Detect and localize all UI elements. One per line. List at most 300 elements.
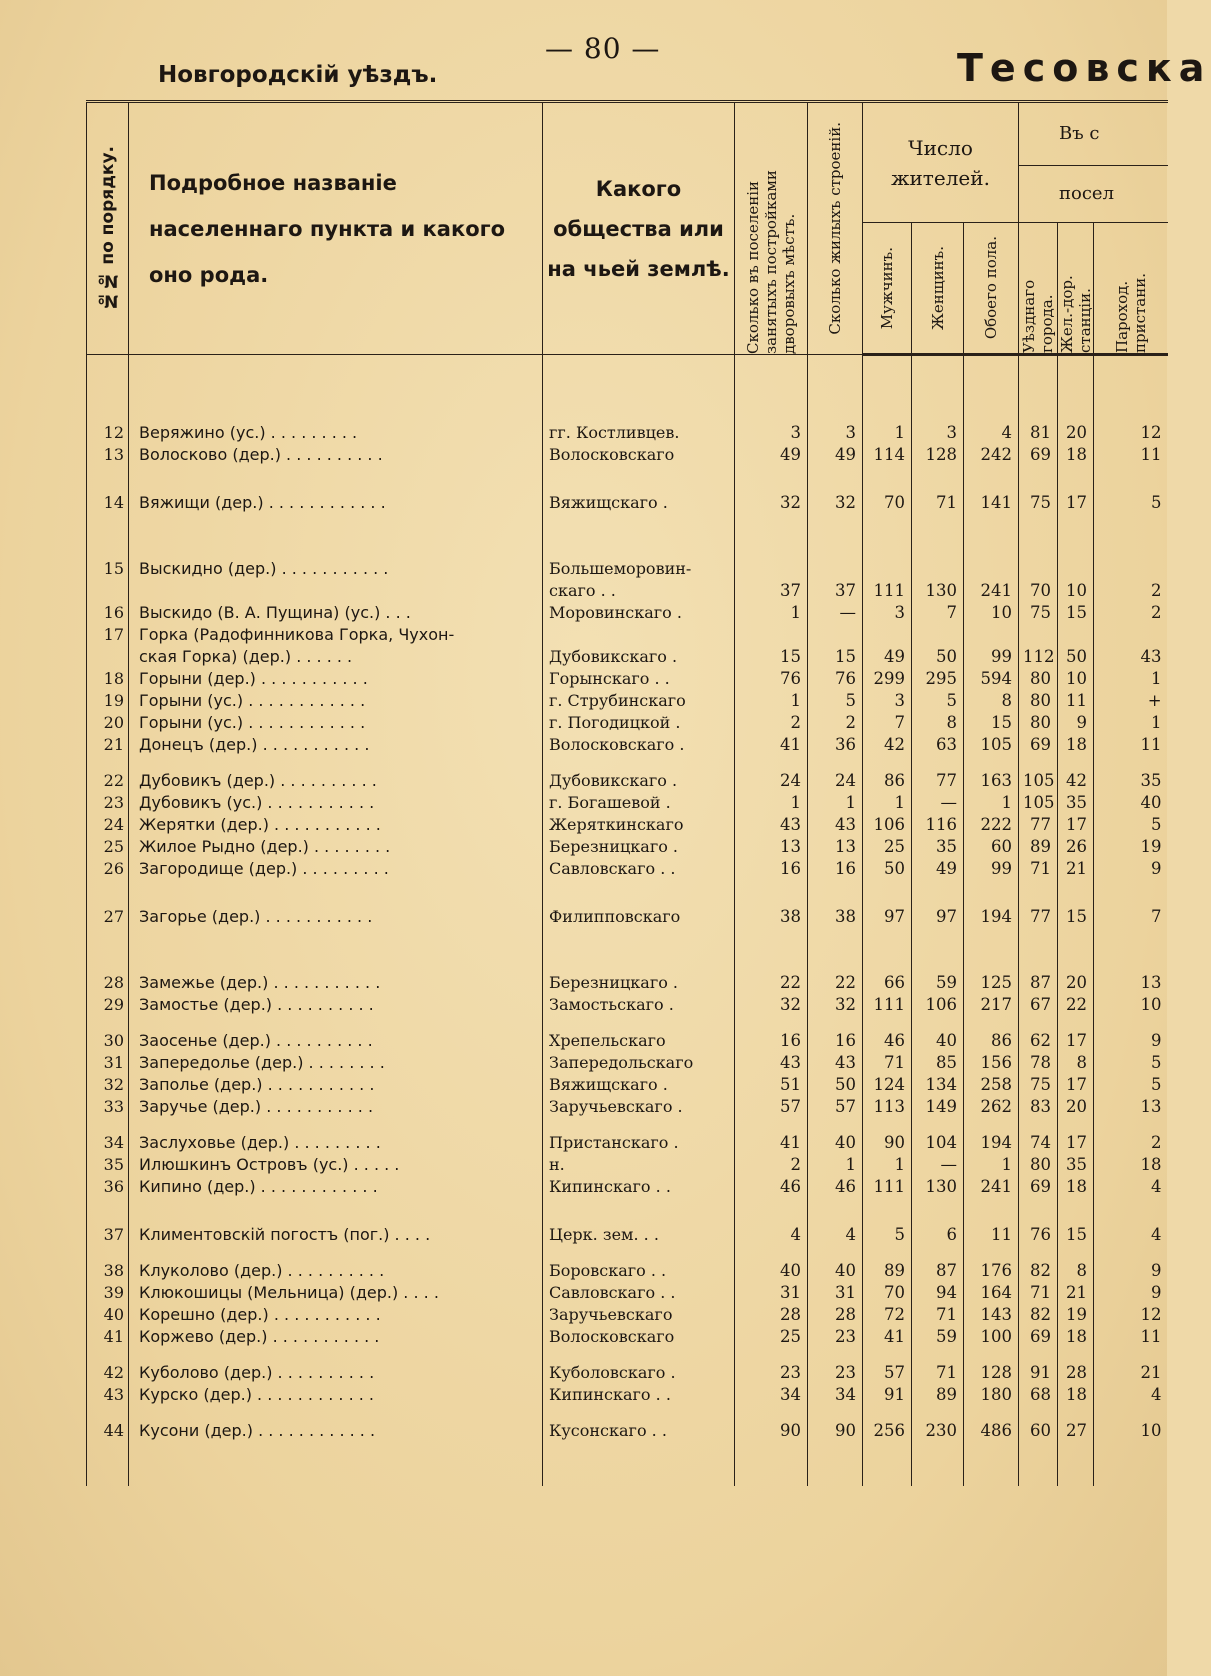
spacer-cell — [808, 928, 863, 972]
cell-rail: 17 — [1058, 1074, 1094, 1096]
spacer-cell — [964, 928, 1019, 972]
cell-pier: 11 — [1094, 734, 1168, 756]
cell-yards — [735, 624, 808, 646]
spacer-row — [87, 880, 1168, 906]
cell-no: 42 — [87, 1362, 129, 1384]
cell-both: 8 — [964, 690, 1019, 712]
cell-female: 128 — [912, 444, 964, 466]
spacer-cell — [1094, 928, 1168, 972]
cell-town: 71 — [1019, 858, 1058, 880]
cell-town: 76 — [1019, 1224, 1058, 1246]
cell-male — [863, 558, 912, 580]
spacer-cell — [129, 928, 543, 972]
cell-both: 86 — [964, 1030, 1019, 1052]
cell-both: 1 — [964, 1154, 1019, 1176]
cell-male: 90 — [863, 1132, 912, 1154]
cell-female: 6 — [912, 1224, 964, 1246]
cell-town: 62 — [1019, 1030, 1058, 1052]
col-header-distance-1: Въ с — [1019, 102, 1168, 166]
spacer-cell — [964, 1348, 1019, 1362]
cell-yards: 2 — [735, 712, 808, 734]
cell-both: 125 — [964, 972, 1019, 994]
spacer-row — [87, 1406, 1168, 1420]
spacer-cell — [543, 355, 735, 423]
cell-pier: 35 — [1094, 770, 1168, 792]
spacer-cell — [808, 1406, 863, 1420]
cell-pier: 21 — [1094, 1362, 1168, 1384]
spacer-cell — [912, 1118, 964, 1132]
spacer-cell — [1019, 928, 1058, 972]
cell-no: 18 — [87, 668, 129, 690]
cell-society: Заручьевскаго — [543, 1304, 735, 1326]
spacer-cell — [1058, 514, 1094, 558]
cell-buildings: 46 — [808, 1176, 863, 1198]
spacer-cell — [87, 756, 129, 770]
spacer-cell — [1094, 1016, 1168, 1030]
spacer-row — [87, 466, 1168, 492]
cell-buildings: 90 — [808, 1420, 863, 1442]
spacer-cell — [808, 1198, 863, 1224]
cell-name: Запередолье (дер.) . . . . . . . . — [129, 1052, 543, 1074]
cell-buildings: 49 — [808, 444, 863, 466]
cell-name: Горка (Радофинникова Горка, Чухон- — [129, 624, 543, 646]
cell-no — [87, 646, 129, 668]
cell-female: 104 — [912, 1132, 964, 1154]
cell-rail: 28 — [1058, 1362, 1094, 1384]
cell-society: Пристанскаго . — [543, 1132, 735, 1154]
cell-town: 60 — [1019, 1420, 1058, 1442]
cell-yards: 57 — [735, 1096, 808, 1118]
spacer-cell — [1058, 466, 1094, 492]
spacer-cell — [735, 466, 808, 492]
cell-male: 1 — [863, 1154, 912, 1176]
spacer-cell — [543, 756, 735, 770]
cell-male: 111 — [863, 994, 912, 1016]
col-header-dist-pier: Пароход. пристани. — [1094, 223, 1168, 355]
table-row — [87, 1096, 1168, 1118]
cell-society: Хрепельскаго — [543, 1030, 735, 1052]
spacer-cell — [912, 928, 964, 972]
col-header-dist-town: Уѣзднаго города. — [1019, 223, 1058, 355]
cell-name: Коржево (дер.) . . . . . . . . . . . — [129, 1326, 543, 1348]
cell-rail: 22 — [1058, 994, 1094, 1016]
spacer-cell — [735, 1118, 808, 1132]
table-row — [87, 422, 1168, 444]
cell-no: 35 — [87, 1154, 129, 1176]
cell-yards: 4 — [735, 1224, 808, 1246]
spacer-cell — [735, 514, 808, 558]
spacer-cell — [1019, 1198, 1058, 1224]
table-row — [87, 580, 1168, 602]
cell-both: 99 — [964, 858, 1019, 880]
spacer-cell — [1094, 1118, 1168, 1132]
spacer-row — [87, 1016, 1168, 1030]
cell-male: 57 — [863, 1362, 912, 1384]
cell-pier: 40 — [1094, 792, 1168, 814]
cell-society: Вяжищскаго . — [543, 1074, 735, 1096]
cell-no: 19 — [87, 690, 129, 712]
cell-pier: 12 — [1094, 1304, 1168, 1326]
cell-buildings — [808, 558, 863, 580]
cell-rail — [1058, 558, 1094, 580]
col-header-female: Женщинъ. — [912, 223, 964, 355]
spacer-cell — [964, 466, 1019, 492]
spacer-cell — [543, 1118, 735, 1132]
table-row — [87, 1420, 1168, 1442]
spacer-cell — [912, 1442, 964, 1486]
table-row — [87, 906, 1168, 928]
cell-female: 134 — [912, 1074, 964, 1096]
spacer-cell — [964, 1118, 1019, 1132]
cell-town: 70 — [1019, 580, 1058, 602]
cell-buildings: 57 — [808, 1096, 863, 1118]
cell-society: Кусонскаго . . — [543, 1420, 735, 1442]
cell-male — [863, 624, 912, 646]
cell-no — [87, 580, 129, 602]
spacer-cell — [1058, 880, 1094, 906]
spacer-cell — [808, 1246, 863, 1260]
spacer-cell — [129, 1246, 543, 1260]
settlements-table-wrap — [86, 100, 1167, 1676]
spacer-row — [87, 1246, 1168, 1260]
table-row — [87, 690, 1168, 712]
spacer-cell — [863, 355, 912, 423]
cell-female: 85 — [912, 1052, 964, 1074]
spacer-cell — [87, 355, 129, 423]
cell-both: 1 — [964, 792, 1019, 814]
cell-society: г. Погодицкой . — [543, 712, 735, 734]
cell-female: 97 — [912, 906, 964, 928]
cell-yards: 46 — [735, 1176, 808, 1198]
cell-yards: 32 — [735, 994, 808, 1016]
cell-female: — — [912, 792, 964, 814]
spacer-cell — [1019, 466, 1058, 492]
cell-male: 113 — [863, 1096, 912, 1118]
spacer-cell — [1019, 1442, 1058, 1486]
cell-pier: 9 — [1094, 858, 1168, 880]
cell-male: 3 — [863, 602, 912, 624]
cell-society: Кипинскаго . . — [543, 1384, 735, 1406]
cell-both: 15 — [964, 712, 1019, 734]
cell-female: 116 — [912, 814, 964, 836]
cell-no: 44 — [87, 1420, 129, 1442]
spacer-cell — [1058, 1348, 1094, 1362]
cell-yards: 3 — [735, 422, 808, 444]
cell-both: 241 — [964, 1176, 1019, 1198]
cell-yards: 43 — [735, 814, 808, 836]
cell-buildings: 16 — [808, 1030, 863, 1052]
cell-yards: 1 — [735, 602, 808, 624]
cell-buildings: 32 — [808, 994, 863, 1016]
spacer-cell — [735, 1246, 808, 1260]
cell-no: 22 — [87, 770, 129, 792]
spacer-cell — [735, 1348, 808, 1362]
table-row — [87, 858, 1168, 880]
spacer-cell — [808, 514, 863, 558]
cell-male: 70 — [863, 1282, 912, 1304]
table-row — [87, 1052, 1168, 1074]
cell-both — [964, 624, 1019, 646]
cell-male: 256 — [863, 1420, 912, 1442]
cell-pier: 13 — [1094, 972, 1168, 994]
spacer-cell — [808, 880, 863, 906]
spacer-cell — [129, 1118, 543, 1132]
cell-pier: + — [1094, 690, 1168, 712]
cell-yards: 22 — [735, 972, 808, 994]
table-row — [87, 1132, 1168, 1154]
spacer-cell — [912, 514, 964, 558]
spacer-cell — [87, 880, 129, 906]
cell-yards: 1 — [735, 792, 808, 814]
spacer-cell — [543, 466, 735, 492]
spacer-cell — [808, 1118, 863, 1132]
table-row — [87, 770, 1168, 792]
cell-town: 105 — [1019, 770, 1058, 792]
cell-female: 230 — [912, 1420, 964, 1442]
spacer-cell — [543, 1406, 735, 1420]
cell-yards — [735, 558, 808, 580]
spacer-cell — [863, 1246, 912, 1260]
table-row — [87, 792, 1168, 814]
cell-rail: 18 — [1058, 444, 1094, 466]
cell-male: 1 — [863, 792, 912, 814]
cell-female: 130 — [912, 580, 964, 602]
cell-town: 105 — [1019, 792, 1058, 814]
settlements-table — [86, 100, 1168, 1486]
cell-society: Савловскаго . . — [543, 1282, 735, 1304]
cell-male: 42 — [863, 734, 912, 756]
cell-yards: 43 — [735, 1052, 808, 1074]
spacer-cell — [964, 514, 1019, 558]
cell-buildings: 40 — [808, 1132, 863, 1154]
cell-female: 94 — [912, 1282, 964, 1304]
spacer-cell — [808, 466, 863, 492]
table-row — [87, 1176, 1168, 1198]
spacer-cell — [912, 756, 964, 770]
cell-buildings: 40 — [808, 1260, 863, 1282]
cell-yards: 24 — [735, 770, 808, 792]
cell-rail: 10 — [1058, 580, 1094, 602]
cell-rail: 15 — [1058, 906, 1094, 928]
cell-buildings: 36 — [808, 734, 863, 756]
cell-buildings: 24 — [808, 770, 863, 792]
spacer-cell — [1019, 880, 1058, 906]
cell-town: 82 — [1019, 1304, 1058, 1326]
cell-female: 89 — [912, 1384, 964, 1406]
spacer-cell — [735, 756, 808, 770]
spacer-cell — [735, 1406, 808, 1420]
spacer-cell — [808, 1016, 863, 1030]
cell-name: Жилое Рыдно (дер.) . . . . . . . . — [129, 836, 543, 858]
cell-no: 36 — [87, 1176, 129, 1198]
cell-yards: 25 — [735, 1326, 808, 1348]
spacer-cell — [87, 928, 129, 972]
col-header-dist-rail: Жел.-дор. станціи. — [1058, 223, 1094, 355]
spacer-cell — [1058, 756, 1094, 770]
cell-town — [1019, 558, 1058, 580]
spacer-cell — [129, 880, 543, 906]
table-row — [87, 836, 1168, 858]
cell-rail — [1058, 624, 1094, 646]
spacer-cell — [863, 756, 912, 770]
spacer-cell — [912, 880, 964, 906]
cell-no: 34 — [87, 1132, 129, 1154]
spacer-cell — [964, 1442, 1019, 1486]
cell-rail: 19 — [1058, 1304, 1094, 1326]
cell-yards: 51 — [735, 1074, 808, 1096]
cell-male: 97 — [863, 906, 912, 928]
spacer-cell — [735, 1016, 808, 1030]
cell-rail: 15 — [1058, 602, 1094, 624]
cell-society: Дубовикскаго . — [543, 646, 735, 668]
spacer-cell — [735, 1198, 808, 1224]
cell-name: Заручье (дер.) . . . . . . . . . . . — [129, 1096, 543, 1118]
cell-male: 106 — [863, 814, 912, 836]
cell-female: — — [912, 1154, 964, 1176]
spacer-row — [87, 1348, 1168, 1362]
table-row — [87, 1362, 1168, 1384]
cell-rail: 20 — [1058, 422, 1094, 444]
cell-pier: 10 — [1094, 994, 1168, 1016]
spacer-cell — [1019, 756, 1058, 770]
cell-both: 262 — [964, 1096, 1019, 1118]
cell-no: 41 — [87, 1326, 129, 1348]
cell-female: 50 — [912, 646, 964, 668]
cell-rail: 17 — [1058, 1030, 1094, 1052]
cell-male: 72 — [863, 1304, 912, 1326]
cell-pier: 19 — [1094, 836, 1168, 858]
cell-yards: 28 — [735, 1304, 808, 1326]
cell-rail: 35 — [1058, 1154, 1094, 1176]
cell-rail: 9 — [1058, 712, 1094, 734]
spacer-cell — [964, 756, 1019, 770]
cell-pier: 10 — [1094, 1420, 1168, 1442]
cell-town: 69 — [1019, 444, 1058, 466]
cell-pier: 4 — [1094, 1176, 1168, 1198]
cell-rail: 17 — [1058, 814, 1094, 836]
cell-pier: 43 — [1094, 646, 1168, 668]
spacer-cell — [912, 1406, 964, 1420]
cell-female: 8 — [912, 712, 964, 734]
cell-rail: 26 — [1058, 836, 1094, 858]
spacer-cell — [87, 514, 129, 558]
cell-both: 100 — [964, 1326, 1019, 1348]
cell-male: 299 — [863, 668, 912, 690]
spacer-cell — [863, 1348, 912, 1362]
cell-both: 194 — [964, 1132, 1019, 1154]
cell-name: ская Горка) (дер.) . . . . . . — [129, 646, 543, 668]
cell-no: 12 — [87, 422, 129, 444]
cell-no: 38 — [87, 1260, 129, 1282]
spacer-cell — [863, 466, 912, 492]
cell-town: 77 — [1019, 814, 1058, 836]
cell-yards: 32 — [735, 492, 808, 514]
spacer-cell — [1094, 1442, 1168, 1486]
cell-buildings: 43 — [808, 1052, 863, 1074]
cell-buildings: 22 — [808, 972, 863, 994]
cell-no: 33 — [87, 1096, 129, 1118]
table-row — [87, 444, 1168, 466]
cell-name: Волосково (дер.) . . . . . . . . . . — [129, 444, 543, 466]
volost-title: Тесовска — [957, 46, 1211, 90]
cell-female: 63 — [912, 734, 964, 756]
cell-both: 164 — [964, 1282, 1019, 1304]
cell-buildings: 2 — [808, 712, 863, 734]
table-row — [87, 712, 1168, 734]
cell-pier: 11 — [1094, 1326, 1168, 1348]
cell-town: 89 — [1019, 836, 1058, 858]
col-header-distance-2: посел — [1019, 166, 1168, 223]
cell-both: 222 — [964, 814, 1019, 836]
spacer-row — [87, 1118, 1168, 1132]
cell-town: 69 — [1019, 734, 1058, 756]
cell-pier: 1 — [1094, 712, 1168, 734]
table-row — [87, 1260, 1168, 1282]
cell-name: Горыни (ус.) . . . . . . . . . . . . — [129, 712, 543, 734]
cell-no: 17 — [87, 624, 129, 646]
spacer-cell — [87, 466, 129, 492]
cell-female: 49 — [912, 858, 964, 880]
cell-society: Боровскаго . . — [543, 1260, 735, 1282]
spacer-cell — [1094, 1198, 1168, 1224]
col-header-society: Какого общества или на чьей землѣ. — [543, 102, 735, 355]
cell-rail: 11 — [1058, 690, 1094, 712]
spacer-cell — [863, 928, 912, 972]
cell-buildings: 23 — [808, 1326, 863, 1348]
spacer-cell — [129, 1016, 543, 1030]
cell-town: 69 — [1019, 1326, 1058, 1348]
cell-male: 70 — [863, 492, 912, 514]
cell-no: 28 — [87, 972, 129, 994]
cell-male: 124 — [863, 1074, 912, 1096]
cell-yards: 49 — [735, 444, 808, 466]
cell-rail: 17 — [1058, 492, 1094, 514]
cell-rail: 15 — [1058, 1224, 1094, 1246]
cell-both: 10 — [964, 602, 1019, 624]
spacer-cell — [1094, 756, 1168, 770]
cell-both: 11 — [964, 1224, 1019, 1246]
spacer-cell — [1019, 1406, 1058, 1420]
spacer-cell — [964, 1016, 1019, 1030]
cell-both — [964, 558, 1019, 580]
cell-yards: 31 — [735, 1282, 808, 1304]
cell-rail: 27 — [1058, 1420, 1094, 1442]
cell-buildings: 76 — [808, 668, 863, 690]
spacer-cell — [1019, 355, 1058, 423]
spacer-cell — [863, 514, 912, 558]
cell-name: Заслуховье (дер.) . . . . . . . . . — [129, 1132, 543, 1154]
table-row — [87, 492, 1168, 514]
cell-name: Выскидо (В. А. Пущина) (ус.) . . . — [129, 602, 543, 624]
cell-no: 13 — [87, 444, 129, 466]
cell-pier: 5 — [1094, 1074, 1168, 1096]
cell-rail: 10 — [1058, 668, 1094, 690]
cell-buildings: 37 — [808, 580, 863, 602]
spacer-cell — [543, 514, 735, 558]
cell-society: гг. Костливцев. — [543, 422, 735, 444]
cell-female: 59 — [912, 1326, 964, 1348]
cell-name — [129, 580, 543, 602]
spacer-cell — [1094, 1348, 1168, 1362]
cell-name: Жерятки (дер.) . . . . . . . . . . . — [129, 814, 543, 836]
spacer-cell — [87, 1016, 129, 1030]
cell-female — [912, 624, 964, 646]
cell-both: 176 — [964, 1260, 1019, 1282]
cell-no: 25 — [87, 836, 129, 858]
cell-name: Горыни (ус.) . . . . . . . . . . . . — [129, 690, 543, 712]
cell-male: 49 — [863, 646, 912, 668]
cell-pier: 4 — [1094, 1224, 1168, 1246]
